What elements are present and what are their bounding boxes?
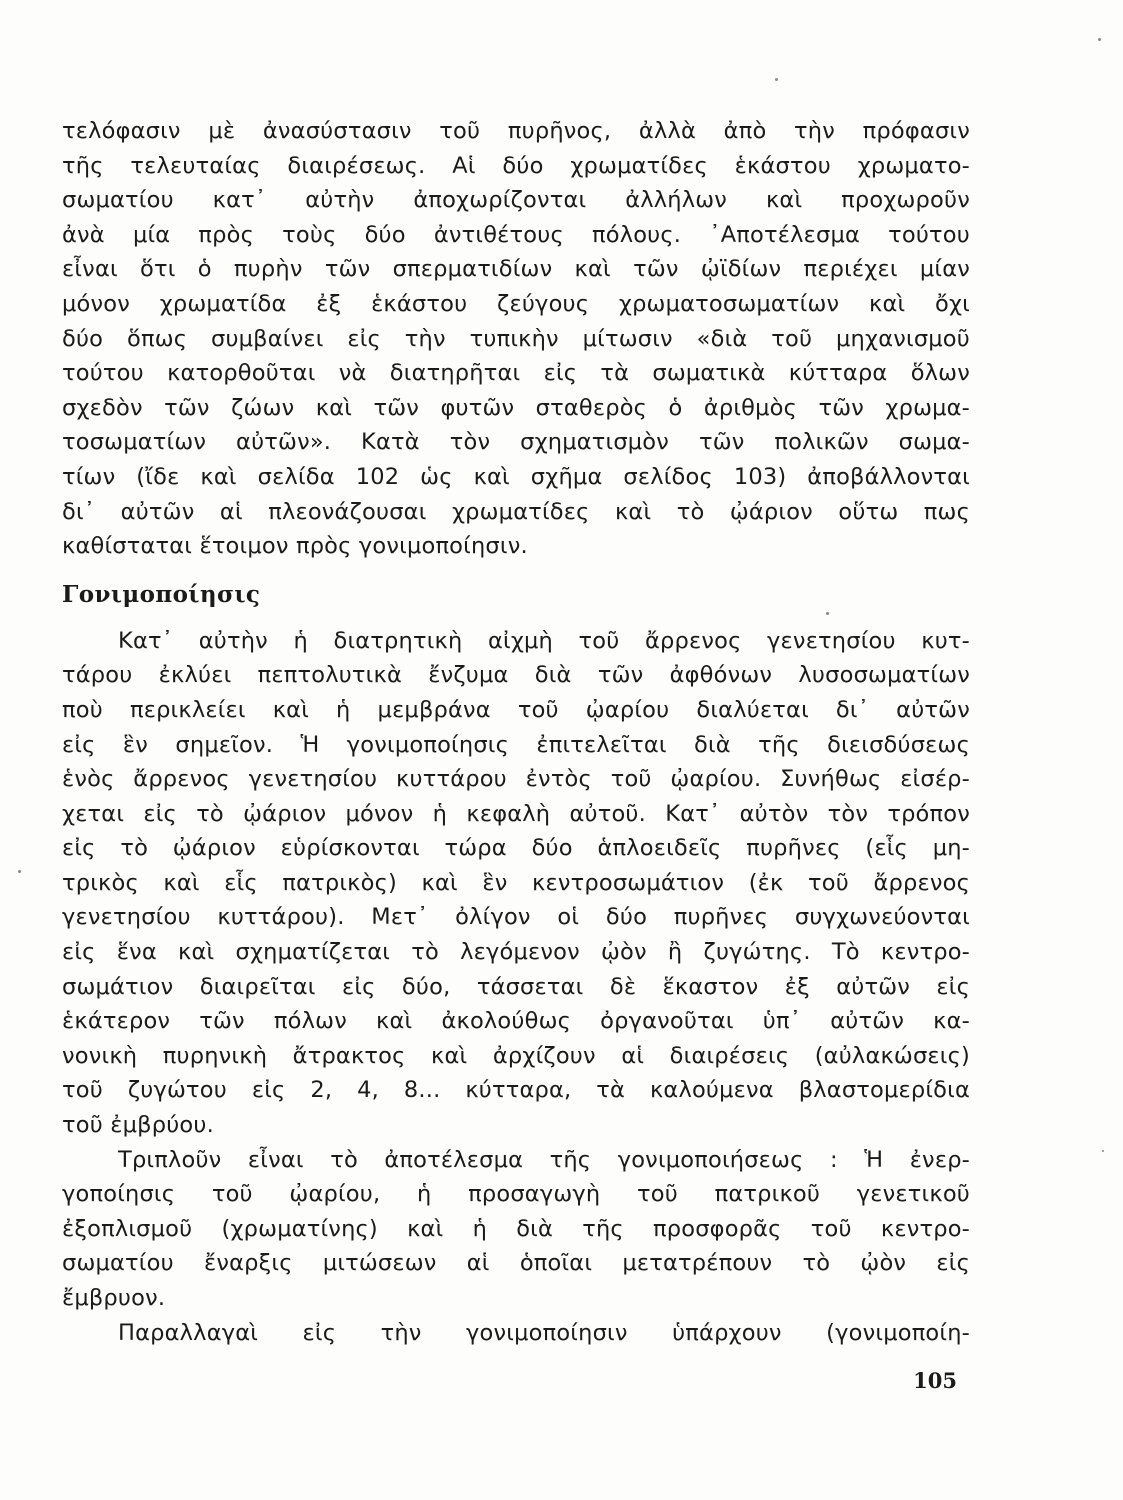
text-line: σωματίου ἔναρξις μιτώσεων αἱ ὁποῖαι μετατρέπουν τὸ ᾠὸν εἰς <box>62 1250 970 1277</box>
text-line: νονικὴ πυρηνικὴ ἄτρακτος καὶ ἀρχίζουν αἱ διαιρέσεις (αὐλακώσεις) <box>62 1042 970 1069</box>
text-block <box>62 114 970 1350</box>
text-line: σχεδὸν τῶν ζώων καὶ τῶν φυτῶν σταθερὸς ὁ ἀριθμὸς τῶν χρωμα- <box>62 394 970 421</box>
text-line: γοποίησις τοῦ ᾠαρίου, ἡ προσαγωγὴ τοῦ πατρικοῦ γενετικοῦ <box>62 1181 970 1208</box>
text-line: τελόφασιν μὲ ἀνασύστασιν τοῦ πυρῆνος, ἀλλὰ ἀπὸ τὴν πρόφασιν <box>62 118 970 144</box>
section-heading: Γονιμοποίησις <box>62 580 261 608</box>
scan-speck <box>1098 38 1101 41</box>
paragraph-triple-result <box>62 1143 970 1316</box>
paragraph-meiosis-continuation <box>62 114 970 564</box>
text-line: εἶναι ὅτι ὁ πυρὴν τῶν σπερματιδίων καὶ τῶν ᾠϊδίων περιέχει μίαν <box>62 256 970 283</box>
paragraph-fertilization <box>62 624 970 1143</box>
text-line: τάρου ἐκλύει πεπτολυτικὰ ἔνζυμα διὰ τῶν ἀφθόνων λυσοσωματίων <box>62 662 970 689</box>
paragraph-variations <box>62 1316 970 1351</box>
text-line: τῆς τελευταίας διαιρέσεως. Αἱ δύο χρωματίδες ἑκάστου χρωματο- <box>62 152 970 179</box>
text-line: δύο ὅπως συμβαίνει εἰς τὴν τυπικὴν μίτωσιν «διὰ τοῦ μηχανισμοῦ <box>62 325 970 352</box>
page-number: 105 <box>913 1368 957 1393</box>
text-line: γενετησίου κυττάρου). Μετ᾽ ὀλίγον οἱ δύο πυρῆνες συγχωνεύονται <box>62 904 970 931</box>
scan-speck <box>18 870 21 873</box>
text-line: ἑκάτερον τῶν πόλων καὶ ἀκολούθως ὀργανοῦται ὑπ᾽ αὐτῶν κα- <box>62 1008 970 1035</box>
text-line: ἀνὰ μία πρὸς τοὺς δύο ἀντιθέτους πόλους. ᾽Αποτέλεσμα τούτου <box>62 221 970 248</box>
text-line: τούτου κατορθοῦται νὰ διατηρῆται εἰς τὰ σωματικὰ κύτταρα ὅλων <box>62 360 970 387</box>
text-line: μόνον χρωματίδα ἐξ ἑκάστου ζεύγους χρωματοσωματίων καὶ ὄχι <box>62 290 970 317</box>
text-line: ποὺ περικλείει καὶ ἡ μεμβράνα τοῦ ᾠαρίου διαλύεται δι᾽ αὐτῶν <box>62 696 970 723</box>
text-line: ἑνὸς ἄρρενος γενετησίου κυττάρου ἐντὸς τοῦ ᾠαρίου. Συνήθως εἰσέρ- <box>62 766 970 793</box>
text-line: εἰς ἓν σημεῖον. Ἡ γονιμοποίησις ἐπιτελεῖται διὰ τῆς διεισδύσεως <box>62 731 970 758</box>
text-line: τοσωματίων αὐτῶν». Κατὰ τὸν σχηματισμὸν τῶν πολικῶν σωμα- <box>62 429 970 456</box>
text-line: εἰς ἕνα καὶ σχηματίζεται τὸ λεγόμενον ᾠὸν ἢ ζυγώτης. Τὸ κεντρο- <box>62 939 970 966</box>
text-line: Κατ᾽ αὐτὴν ἡ διατρητικὴ αἰχμὴ τοῦ ἄρρενος γενετησίου κυτ- <box>118 627 970 654</box>
text-line: τοῦ ζυγώτου εἰς 2, 4, 8... κύτταρα, τὰ καλούμενα βλαστομερίδια <box>62 1077 970 1104</box>
text-line: Τριπλοῦν εἶναι τὸ ἀποτέλεσμα τῆς γονιμοποιήσεως : Ἡ ἐνερ- <box>118 1146 970 1173</box>
scan-speck <box>826 612 829 615</box>
text-line: Παραλλαγαὶ εἰς τὴν γονιμοποίησιν ὑπάρχουν (γονιμοποίη- <box>118 1319 970 1346</box>
text-line: εἰς τὸ ᾠάριον εὑρίσκονται τώρα δύο ἁπλοειδεῖς πυρῆνες (εἷς μη- <box>62 835 970 862</box>
text-line: σωματίου κατ᾽ αὐτὴν ἀποχωρίζονται ἀλλήλων καὶ προχωροῦν <box>62 187 970 214</box>
text-line: καθίσταται ἕτοιμον πρὸς γονιμοποίησιν. <box>62 533 528 560</box>
text-line: ἔμβρυον. <box>62 1285 166 1311</box>
text-line: τρικὸς καὶ εἷς πατρικὸς) καὶ ἓν κεντροσωμάτιον (ἐκ τοῦ ἄρρενος <box>62 869 970 896</box>
scan-speck <box>775 78 778 81</box>
text-line: ἐξοπλισμοῦ (χρωματίνης) καὶ ἡ διὰ τῆς προσφορᾶς τοῦ κεντρο- <box>62 1215 970 1242</box>
scan-speck <box>1102 1150 1104 1152</box>
text-line: τοῦ ἐμβρύου. <box>62 1112 214 1139</box>
text-line: τίων (ἴδε καὶ σελίδα 102 ὡς καὶ σχῆμα σελίδος 103) ἀποβάλλονται <box>62 463 970 490</box>
text-line: χεται εἰς τὸ ᾠάριον μόνον ἡ κεφαλὴ αὐτοῦ. Κατ᾽ αὐτὸν τὸν τρόπον <box>62 800 970 827</box>
text-line: δι᾽ αὐτῶν αἱ πλεονάζουσαι χρωματίδες καὶ τὸ ᾠάριον οὕτω πως <box>62 498 970 525</box>
text-line: σωμάτιον διαιρεῖται εἰς δύο, τάσσεται δὲ ἕκαστον ἐξ αὐτῶν εἰς <box>62 973 970 1000</box>
